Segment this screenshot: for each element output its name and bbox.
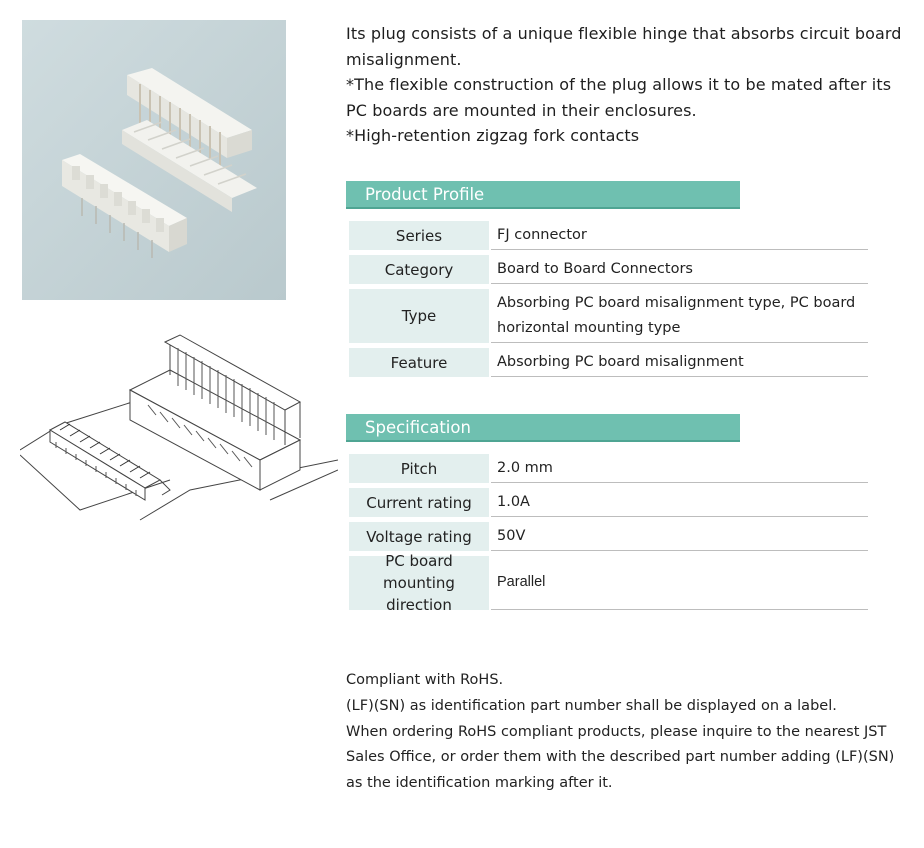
table-row <box>349 221 868 250</box>
row-value: Board to Board Connectors <box>491 255 868 284</box>
table-row <box>349 255 868 284</box>
rohs-line-2: (LF)(SN) as identification part number shall be displayed on a label. <box>346 697 837 714</box>
table-row <box>349 289 868 343</box>
rohs-line-1: Compliant with RoHS. <box>346 672 504 688</box>
table-row <box>349 348 868 377</box>
product-drawing <box>20 330 338 530</box>
table-row <box>349 454 868 483</box>
product-profile-header: Product Profile <box>346 181 740 209</box>
row-value: Parallel <box>491 556 868 610</box>
intro-text <box>346 21 916 149</box>
row-value: 1.0A <box>491 488 868 517</box>
row-value: 2.0 mm <box>491 454 868 483</box>
row-label: Voltage rating <box>349 522 489 551</box>
specification-header: Specification <box>346 414 740 442</box>
product-photo <box>22 20 286 300</box>
specification-table <box>349 454 868 615</box>
table-row <box>349 488 868 517</box>
row-label: Pitch <box>349 454 489 483</box>
connector-drawing-icon <box>20 330 338 530</box>
row-label: Type <box>349 289 489 343</box>
row-value: Absorbing PC board misalignment <box>491 348 868 377</box>
row-label: Feature <box>349 348 489 377</box>
intro-line-3: *High-retention zigzag fork contacts <box>346 126 640 145</box>
intro-line-1: Its plug consists of a unique flexible hinge that absorbs circuit board misalignment. <box>346 24 902 69</box>
row-label: PC board mounting direction <box>349 556 489 610</box>
row-label: Current rating <box>349 488 489 517</box>
row-value: FJ connector <box>491 221 868 250</box>
row-value: Absorbing PC board misalignment type, PC board horizontal mounting type <box>491 289 868 343</box>
table-row <box>349 522 868 551</box>
row-label: Series <box>349 221 489 250</box>
row-value: 50V <box>491 522 868 551</box>
intro-line-2: *The flexible construction of the plug allows it to be mated after its PC boards are mounted in their enclosures. <box>346 75 892 120</box>
row-label: Category <box>349 255 489 284</box>
connector-photo-icon <box>22 20 286 300</box>
product-profile-table <box>349 221 868 382</box>
rohs-line-3: When ordering RoHS compliant products, please inquire to the nearest JST Sales Office, or order them with the described part number adding (LF)(SN) as the identification marking after it. <box>346 723 895 792</box>
rohs-notice <box>346 668 906 797</box>
table-row <box>349 552 868 614</box>
